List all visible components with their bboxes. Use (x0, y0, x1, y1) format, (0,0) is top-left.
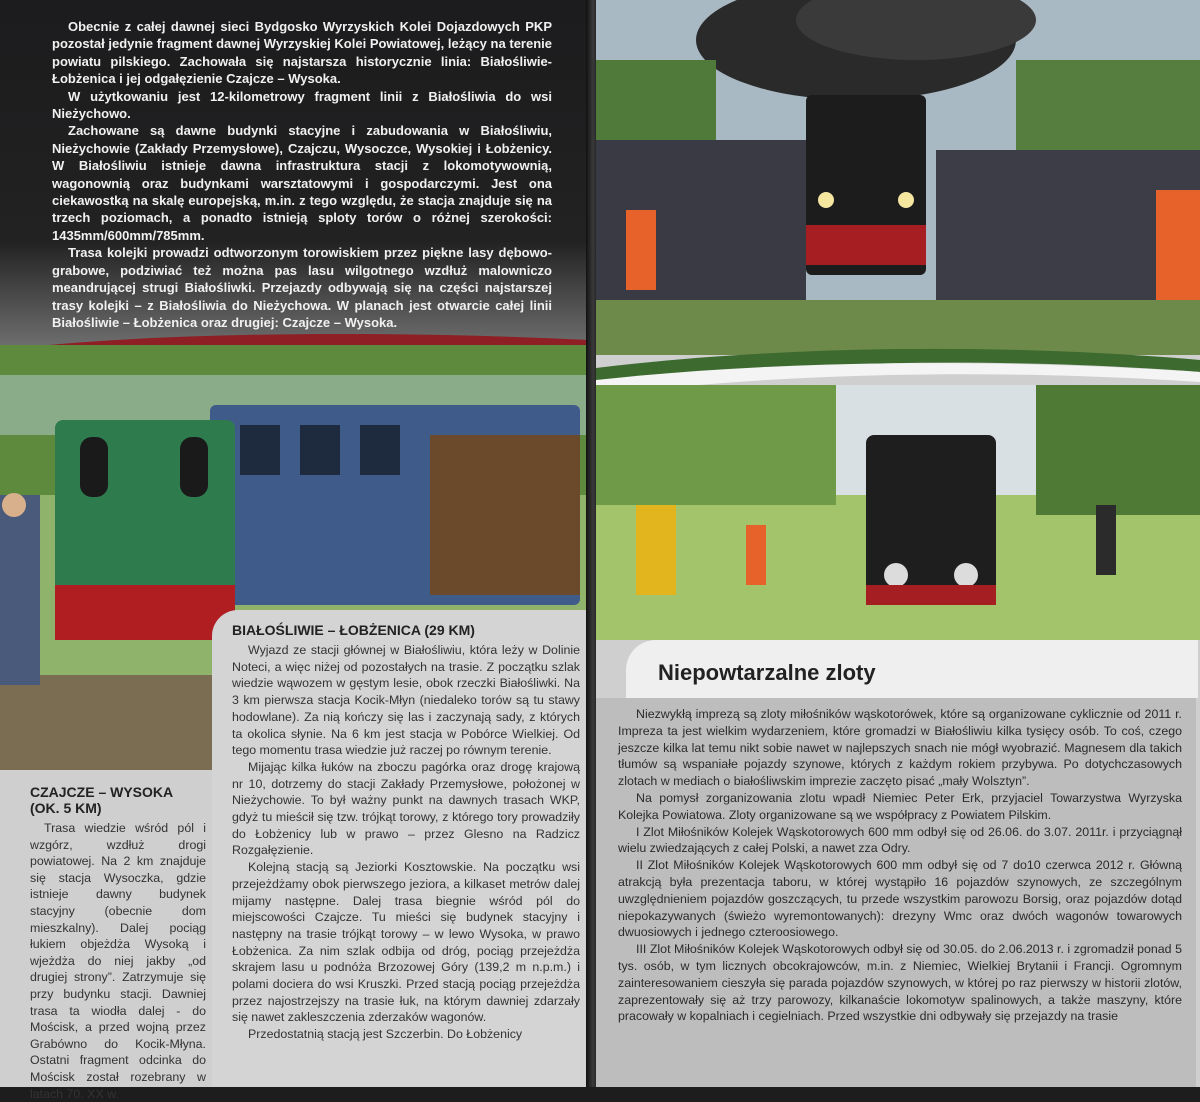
intro-paragraph: Trasa kolejki prowadzi odtworzonym torowiskiem przez piękne lasy dębowo-grabowe, podziwiać też można pas lasu wilgotnego wzdłuż malowniczo meandrującej strugi Białośliwki. Przejazdy odbywają się na części najstarszej trasy kolejki – z Białośliwia do Nieżychowa. W planach jest otwarcie całej linii Białośliwie – Łobżenica oraz drugiej: Czajcze – Wysoka. (52, 245, 552, 330)
czajcze-wysoka-section (0, 770, 212, 1101)
bialosliwie-lobzenica-section (212, 610, 586, 1087)
section-paragraph: I Zlot Miłośników Kolejek Wąskotorowych 600 mm odbył się od 26.06. do 3.07. 2011r. i przyciągnął wielu zwiedzających z całej Polski, a nawet zza Odry. (618, 824, 1182, 856)
intro-text (52, 18, 552, 331)
photo-steam-train-field (596, 385, 1200, 640)
rallies-body (596, 698, 1196, 1087)
intro-paragraph: W użytkowaniu jest 12-kilometrowy fragment linii z Białośliwia do wsi Nieżychowo. (52, 88, 552, 122)
intro-paragraph: Zachowane są dawne budynki stacyjne i zabudowania w Białośliwiu, Nieżychowie (Zakłady Przemysłowe), Czajczu, Wysoczce, Wysokiej i Łobżenicy. W Białośliwiu istnieje dawna infrastruktura stacji z lokomotywownią, wagonownią oraz budynkami warsztatowymi i gospodarczymi. Jest ona ciekawostką na skalę europejską, m.in. z tego względu, że stacja znajduje się na trzech poziomach, a ponadto istnieją sploty torów o różnej szerokości: 1435mm/600mm/785mm. (52, 123, 552, 243)
left-page (0, 0, 590, 1101)
section-paragraph: Przedostatnią stacją jest Szczerbin. Do Łobżenicy (248, 1027, 523, 1042)
section-heading: BIAŁOŚLIWIE – ŁOBŻENICA (29 KM) (232, 622, 475, 638)
intro-paragraph: Obecnie z całej dawnej sieci Bydgosko Wyrzyskich Kolei Dojazdowych PKP pozostał jedynie fragment dawnej Wyrzyskiej Kolei Powiatowej, leżący na terenie powiatu pilskiego. Zachowała się najstarsza historycznie linia: Białośliwie-Łobżenica i jej odgałęzienie Czajcze – Wysoka. (52, 19, 552, 87)
photo-steam-train-crowd (596, 0, 1200, 355)
rallies-title-tab (626, 640, 1198, 698)
section-paragraph: III Zlot Miłośników Kolejek Wąskotorowych odbył się od 30.05. do 2.06.2013 r. i zgromadził ponad 5 tys. osób, w tym licznych obcokrajowców, m.in. z Niemiec, Wielkiej Brytanii i Francji. Ogromnym zainteresowaniem cieszyła się parada pojazdów szynowych, w której po raz pierwszy w historii zlotów, zaprezentowały się aż trzy parowozy, kilkanaście lokomotyw spalinowych, a także maszyny, które pracowały w kopalniach i cegielniach. Przed wszystkie dni odbywały się przejazdy na trasie (618, 942, 1182, 1024)
section-title: Niepowtarzalne zloty (658, 660, 876, 685)
section-paragraph: Niezwykłą imprezą są zloty miłośników wąskotorówek, które są organizowane cyklicznie od 2011 r. Impreza ta jest wielkim wydarzeniem, które gromadzi w Białośliwiu kilka tysięcy osób. To coś, czego jeszcze kilka lat temu nikt sobie nawet w najlepszych snach nie mógł wyobrazić. Magnesem dla takich tłumów są wspaniałe pojazdy szynowe, których z każdym rokiem przybywa. Po dotychczasowych zlotach w mediach o białośliwskim imprezie zaczęto pisać „mały Wolsztyn”. (618, 707, 1182, 789)
section-paragraph: Wyjazd ze stacji głównej w Białośliwiu, która leży w Dolinie Noteci, a więc niżej od pozostałych na trasie. Z początku szlak wiedzie wąwozem w gęstym lesie, obok rzeczki Białośliwki. Na 3 km pierwsza stacja Kocik-Młyn (niedaleko torów są tu stawy hodowlane). Za nią kończy się las i zaczynają sady, z których ta okolica słynie. Na 6 km jest stacja w Pobórce Wielkiej. Od tego momentu trasa wiedzie już raczej po równym terenie. (232, 643, 580, 758)
section-paragraph: II Zlot Miłośników Kolejek Wąskotorowych 600 mm odbył się od 7 do10 czerwca 2012 r. Główną atrakcją była prezentacja taboru, w której wystąpiło 16 pojazdów szynowych, ze szczególnym uwzględnieniem pojazdów goszczących, tu przede wszystkim parowozu Borsig, oraz pojazdów dotąd niepokazywanych (świeżo wyremontowanych): drezyny Wmc oraz dwóch wagonów towarowych dwuosiowych i jednego czteroosiowego. (618, 858, 1182, 940)
section-paragraph: Mijając kilka łuków na zboczu pagórka oraz drogę krajową nr 10, dotrzemy do stacji Zakłady Przemysłowe, położonej w Nieżychowie. To był ważny punkt na dawnych trasach WKP, gdyż tu mieścił się tzw. trójkąt torowy, z którego tory prowadziły do Łobżenicy lub w prawo – przez Glesno na Radzicz Rozgałęzienie. (232, 759, 580, 858)
section-paragraph: Kolejną stacją są Jeziorki Kosztowskie. Na początku wsi przejeżdżamy obok pierwszego jeziora, a kilkaset metrów dalej mijamy następne. Dalej trasa biegnie wśród pól do miejscowości Czajcze. Tu mieści się budynek stacyjny i następny na trasie trójkąt torowy – w lewo Wysoka, w prawo Łobżenica. Za nim szlak odbija od dróg, pociąg przejeżdża skrajem lasu u podnóża Brzozowej Góry (139,2 m n.p.m.) i polami dociera do wsi Kruszki. Przed stacją pociąg przejeżdża przez najostrzejszy na trasie łuk, na którym dawniej zdarzały się nawet zakleszczenia zderzaków wagonów. (232, 860, 580, 1025)
right-page (596, 0, 1200, 1087)
section-text: Trasa wiedzie wśród pól i wzgórz, wzdłuż drogi powiatowej. Na 2 km znajduje się stacja Wysoczka, gdzie istnieje dawny budynek stacyjny (obecnie dom mieszkalny). Dalej pociąg łukiem objeżdża Wysoką i wjeżdża do niej jakby „od drugiej strony”. Zatrzymuje się przy budynku stacji. Dawniej trasa ta wiodła dalej - do Mościsk, a przed wojną przez Grabówno do Kocik-Młyna. Ostatni fragment odcinka do Mościsk został rozebrany w latach 70. XX w. (30, 821, 206, 1101)
section-heading: CZAJCZE – WYSOKA (OK. 5 KM) (30, 784, 173, 816)
section-paragraph: Na pomysł zorganizowania zlotu wpadł Niemiec Peter Erk, przyjaciel Towarzystwa Wyrzyska Kolejka Powiatowa. Zloty organizowane są we współpracy z Powiatem Pilskim. (618, 790, 1182, 822)
rallies-section (596, 640, 1196, 1087)
intro-panel (0, 0, 590, 345)
